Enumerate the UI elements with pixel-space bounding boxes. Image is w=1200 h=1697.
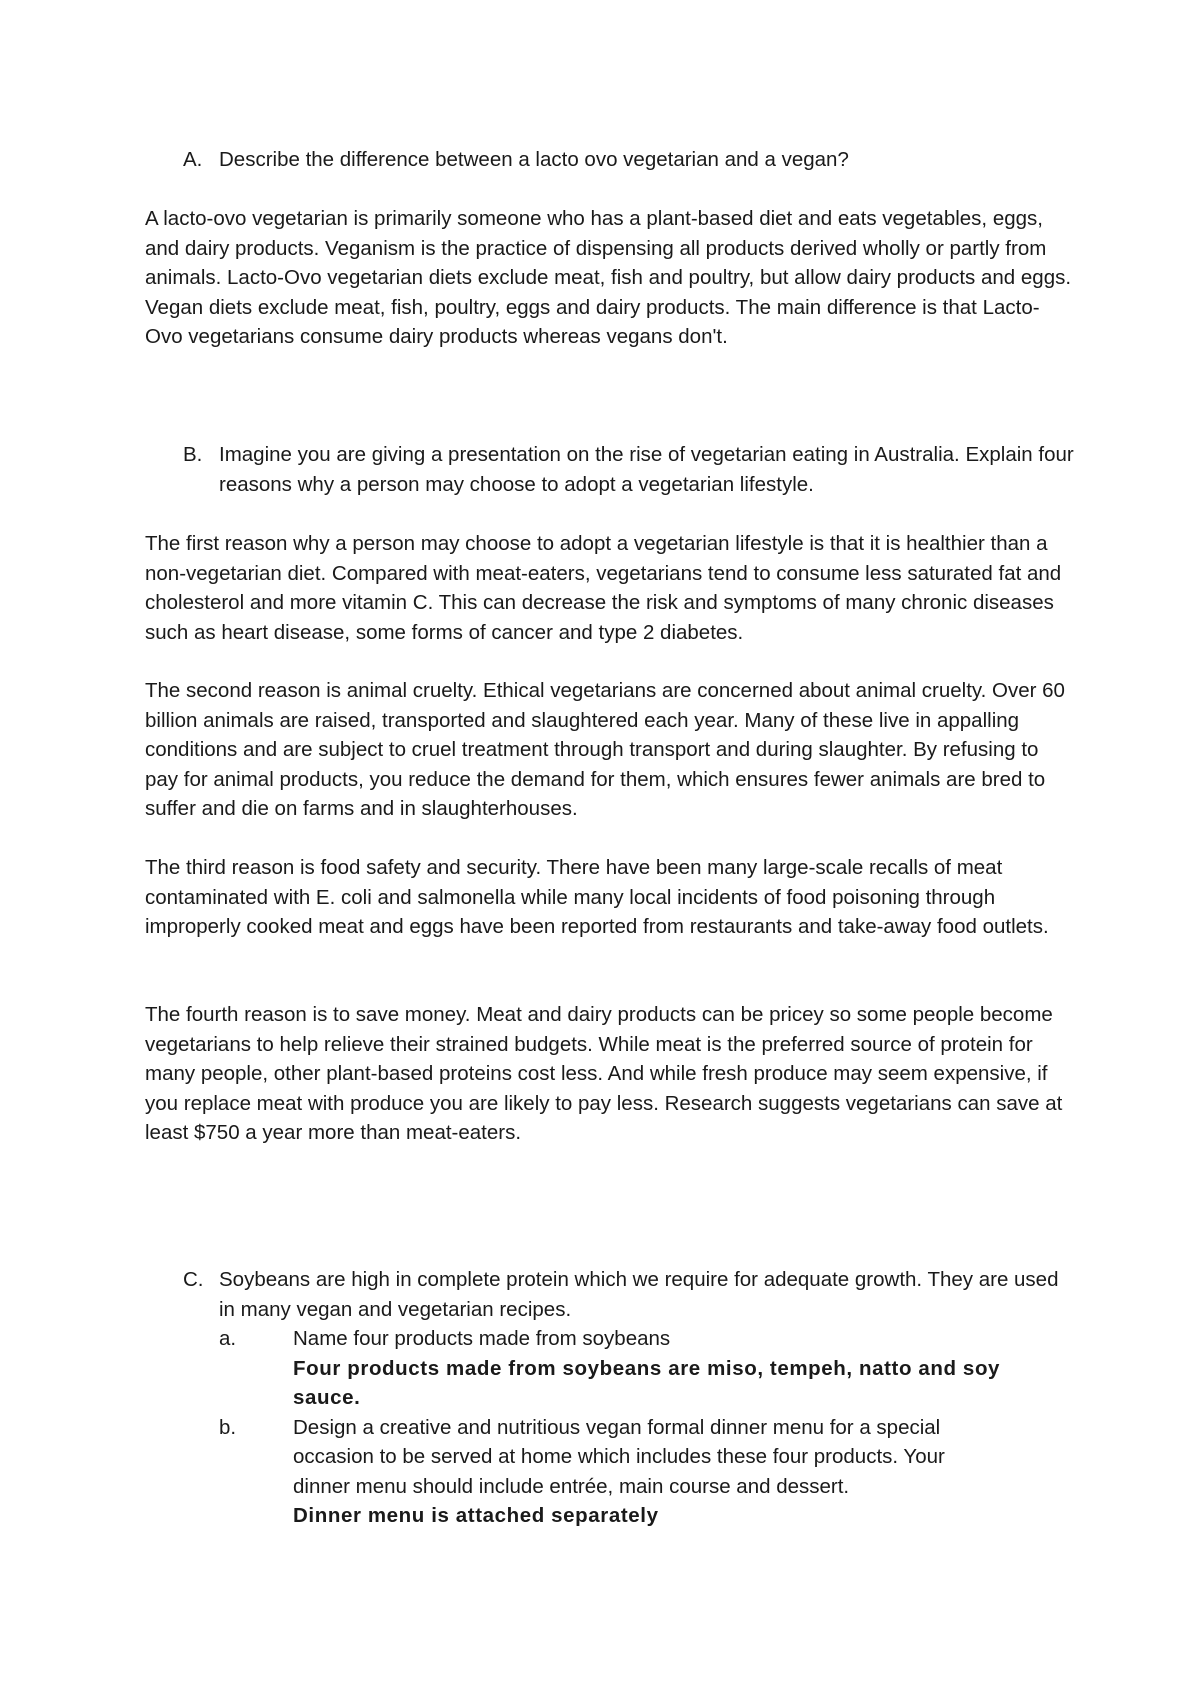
question-b-paragraph-2: The second reason is animal cruelty. Ethical vegetarians are concerned about animal cruelty. Over 60 billion animals are raised, transported and slaughtered each year. Many of these live in appalling conditions and are subject to cruel treatment through transport and during slaughter. By refusing to pay for animal products, you reduce the demand for them, which ensures fewer animals are bred to suffer and die on farms and in slaughterhouses. xyxy=(145,679,1065,820)
question-c-prompt: Soybeans are high in complete protein which we require for adequate growth. They are used in many vegan and vegetarian recipes. xyxy=(219,1268,1059,1321)
question-c-sub-b-answer: Dinner menu is attached separately xyxy=(293,1504,659,1527)
question-c-sub-b-marker: b. xyxy=(219,1415,237,1439)
question-a-prompt: Describe the difference between a lacto ovo vegetarian and a vegan? xyxy=(219,148,849,171)
question-a-marker: A. xyxy=(183,148,203,171)
question-b-prompt: Imagine you are giving a presentation on the rise of vegetarian eating in Australia. Explain four reasons why a person may choose to adopt a vegetarian lifestyle. xyxy=(219,443,1074,496)
question-a xyxy=(145,145,1075,175)
question-b-paragraph-4: The fourth reason is to save money. Meat and dairy products can be pricey so some people become vegetarians to help relieve their strained budgets. While meat is the preferred source of protein for many people, other plant-based proteins cost less. And while fresh produce may seem expensive, if you replace meat with produce you are likely to pay less. Research suggests vegetarians can save at least $750 a year more than meat-eaters. xyxy=(145,1003,1063,1144)
question-c xyxy=(145,1265,1075,1531)
question-c-sub-b xyxy=(219,1413,1075,1531)
question-c-sub-a-marker: a. xyxy=(219,1327,237,1350)
question-c-sub-a-answer: Four products made from soybeans are miso, tempeh, natto and soy sauce. xyxy=(293,1356,1001,1409)
question-c-marker: C. xyxy=(183,1268,204,1291)
question-c-sub-a-prompt: Name four products made from soybeans xyxy=(293,1327,671,1350)
question-b xyxy=(145,440,1075,499)
question-b-paragraph-1: The first reason why a person may choose to adopt a vegetarian lifestyle is that it is healthier than a non-vegetarian diet. Compared with meat-eaters, vegetarians tend to consume less saturated fat and cholesterol and more vitamin C. This can decrease the risk and symptoms of many chronic diseases such as heart disease, some forms of cancer and type 2 diabetes. xyxy=(145,532,1062,644)
question-b-paragraph-3: The third reason is food safety and security. There have been many large-scale recalls of meat contaminated with E. coli and salmonella while many local incidents of food poisoning through improperly cooked meat and eggs have been reported from restaurants and take-away food outlets. xyxy=(145,856,1049,938)
question-c-sub-b-prompt: Design a creative and nutritious vegan formal dinner menu for a special occasion to be served at home which includes these four products. Your dinner menu should include entrée, main course and dessert. xyxy=(293,1415,945,1498)
question-c-sub-a xyxy=(219,1324,1075,1413)
question-a-answer: A lacto-ovo vegetarian is primarily someone who has a plant-based diet and eats vegetables, eggs, and dairy products. Veganism is the practice of dispensing all products derived wholly or partly from animals. Lacto-Ovo vegetarian diets exclude meat, fish and poultry, but allow dairy products and eggs. Vegan diets exclude meat, fish, poultry, eggs and dairy products. The main difference is that Lacto-Ovo vegetarians consume dairy products whereas vegans don't. xyxy=(145,207,1072,348)
question-b-marker: B. xyxy=(183,443,203,466)
